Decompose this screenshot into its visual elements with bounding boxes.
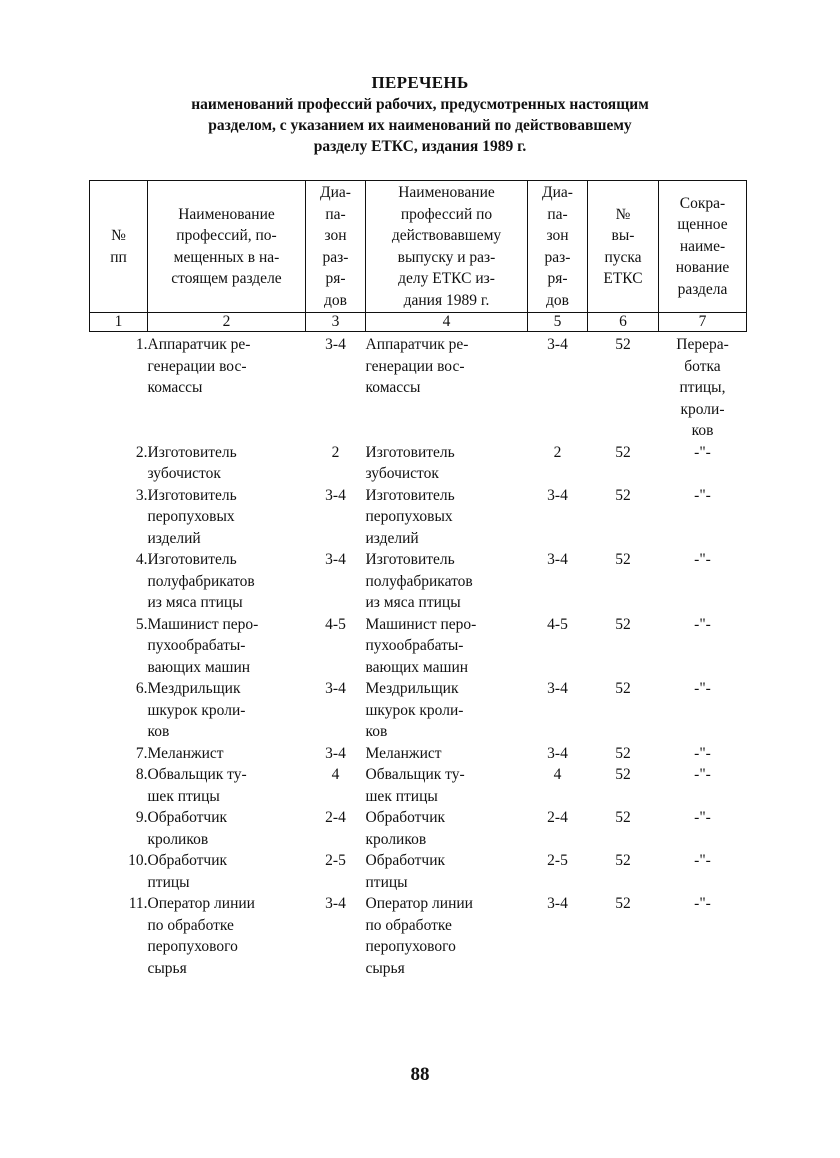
row-number: 11. [128, 895, 148, 912]
header-profession-name: Наименование профессий, по- мещенных в на- стоящем разделе [148, 181, 306, 313]
old-profession-name: Обработчик птицы [365, 852, 446, 891]
old-profession-name: Мездрильщик шкурок кроли- ков [365, 680, 464, 740]
column-number: 2 [148, 313, 306, 332]
old-grade-range: 3-4 [547, 680, 568, 697]
table-row [90, 807, 747, 850]
section-short-name: Перера- ботка птицы, кроли- ков [676, 336, 729, 439]
issue-number: 52 [615, 336, 631, 353]
old-grade-range: 4 [553, 766, 562, 783]
old-profession-name: Меланжист [365, 744, 442, 762]
header-section-short-name: Сокра- щенное наиме- нование раздела [659, 181, 747, 313]
profession-name: Обвальщик ту- шек птицы [147, 766, 247, 805]
column-number: 4 [366, 313, 528, 332]
old-profession-name: Машинист перо- пухообрабаты- вающих машин [365, 615, 477, 676]
column-number: 1 [90, 313, 148, 332]
old-profession-name: Аппаратчик ре- генерации вос- комассы [365, 336, 469, 396]
grade-range: 3-4 [325, 551, 346, 568]
document-title [80, 72, 760, 157]
profession-name: Мездрильщик шкурок кроли- ков [147, 680, 246, 740]
old-grade-range: 3-4 [547, 486, 568, 504]
header-grade-range: Диа- па- зон раз- ря- дов [306, 181, 366, 313]
section-short-name: -"- [694, 744, 711, 762]
section-short-name: -"- [694, 895, 711, 912]
title-main: ПЕРЕЧЕНЬ [371, 73, 469, 92]
professions-table [89, 180, 747, 979]
old-grade-range: 2 [553, 443, 562, 461]
old-profession-name: Обвальщик ту- шек птицы [365, 766, 465, 805]
column-number: 7 [659, 313, 747, 332]
table-row [90, 678, 747, 743]
grade-range: 3-4 [325, 895, 346, 912]
old-profession-name: Обработчик кроликов [365, 809, 446, 848]
header-row [90, 181, 747, 313]
page-number: 88 [410, 1064, 430, 1085]
row-number: 4. [135, 551, 148, 568]
header-old-grade-range: Диа- па- зон раз- ря- дов [528, 181, 588, 313]
profession-name: Изготовитель зубочисток [147, 443, 237, 482]
issue-number: 52 [615, 486, 631, 504]
grade-range: 2-4 [325, 809, 346, 826]
profession-name: Аппаратчик ре- генерации вос- комассы [147, 336, 251, 396]
column-number: 6 [588, 313, 659, 332]
profession-name: Обработчик кроликов [147, 809, 228, 848]
column-number: 5 [528, 313, 588, 332]
row-number: 3. [135, 486, 148, 504]
profession-name: Меланжист [147, 744, 224, 762]
column-number-row [90, 313, 747, 332]
table-row [90, 549, 747, 614]
section-short-name: -"- [694, 809, 711, 826]
issue-number: 52 [615, 852, 631, 869]
profession-name: Машинист перо- пухообрабаты- вающих машин [147, 615, 259, 676]
row-number: 2. [135, 443, 148, 461]
issue-number: 52 [615, 443, 631, 461]
table-row [90, 485, 747, 550]
grade-range: 3-4 [325, 336, 346, 353]
table-row [90, 764, 747, 807]
column-number: 3 [306, 313, 366, 332]
grade-range: 4 [331, 766, 340, 783]
old-grade-range: 3-4 [547, 336, 568, 353]
section-short-name: -"- [694, 680, 711, 697]
table-row [90, 614, 747, 679]
profession-name: Изготовитель перопуховых изделий [147, 486, 237, 547]
old-grade-range: 4-5 [547, 615, 568, 633]
issue-number: 52 [615, 615, 631, 633]
section-short-name: -"- [694, 443, 711, 461]
title-subtitle: наименований профессий рабочих, предусмотренных настоящим разделом, с указанием их наименований по действовавшему разделу ЕТКС, издания 1989 г. [191, 96, 649, 155]
old-grade-range: 3-4 [547, 551, 568, 568]
row-number: 9. [135, 809, 148, 826]
header-number: № пп [90, 181, 148, 313]
old-profession-name: Изготовитель перопуховых изделий [365, 486, 455, 547]
grade-range: 4-5 [325, 615, 346, 633]
table-row [90, 743, 747, 765]
issue-number: 52 [615, 680, 631, 697]
old-grade-range: 2-5 [547, 852, 568, 869]
row-number: 1. [135, 336, 148, 353]
table-body [90, 332, 747, 980]
old-profession-name: Изготовитель зубочисток [365, 443, 455, 482]
profession-name: Обработчик птицы [147, 852, 228, 891]
grade-range: 3-4 [325, 744, 346, 762]
row-number: 7. [135, 744, 148, 762]
table-row [90, 332, 747, 442]
header-old-profession-name: Наименование профессий по действовавшему выпуску и раз- делу ЕТКС из- дания 1989 г. [366, 181, 528, 313]
profession-name: Оператор линии по обработке перопухового сырья [147, 895, 255, 977]
old-profession-name: Оператор линии по обработке перопухового сырья [365, 895, 473, 977]
table-row [90, 442, 747, 485]
row-number: 5. [135, 615, 148, 633]
row-number: 8. [135, 766, 148, 783]
grade-range: 3-4 [325, 680, 346, 697]
section-short-name: -"- [694, 551, 711, 568]
issue-number: 52 [615, 895, 631, 912]
issue-number: 52 [615, 551, 631, 568]
issue-number: 52 [615, 744, 631, 762]
row-number: 10. [128, 852, 148, 869]
profession-name: Изготовитель полуфабрикатов из мяса птицы [147, 551, 255, 611]
table-row [90, 850, 747, 893]
issue-number: 52 [615, 809, 631, 826]
grade-range: 2 [331, 443, 340, 461]
section-short-name: -"- [694, 766, 711, 783]
grade-range: 2-5 [325, 852, 346, 869]
old-grade-range: 2-4 [547, 809, 568, 826]
table-row [90, 893, 747, 979]
row-number: 6. [135, 680, 148, 697]
section-short-name: -"- [694, 615, 711, 633]
section-short-name: -"- [694, 486, 711, 504]
header-issue-number: № вы- пуска ЕТКС [588, 181, 659, 313]
old-grade-range: 3-4 [547, 744, 568, 762]
issue-number: 52 [615, 766, 631, 783]
grade-range: 3-4 [325, 486, 346, 504]
section-short-name: -"- [694, 852, 711, 869]
old-grade-range: 3-4 [547, 895, 568, 912]
old-profession-name: Изготовитель полуфабрикатов из мяса птицы [365, 551, 473, 611]
